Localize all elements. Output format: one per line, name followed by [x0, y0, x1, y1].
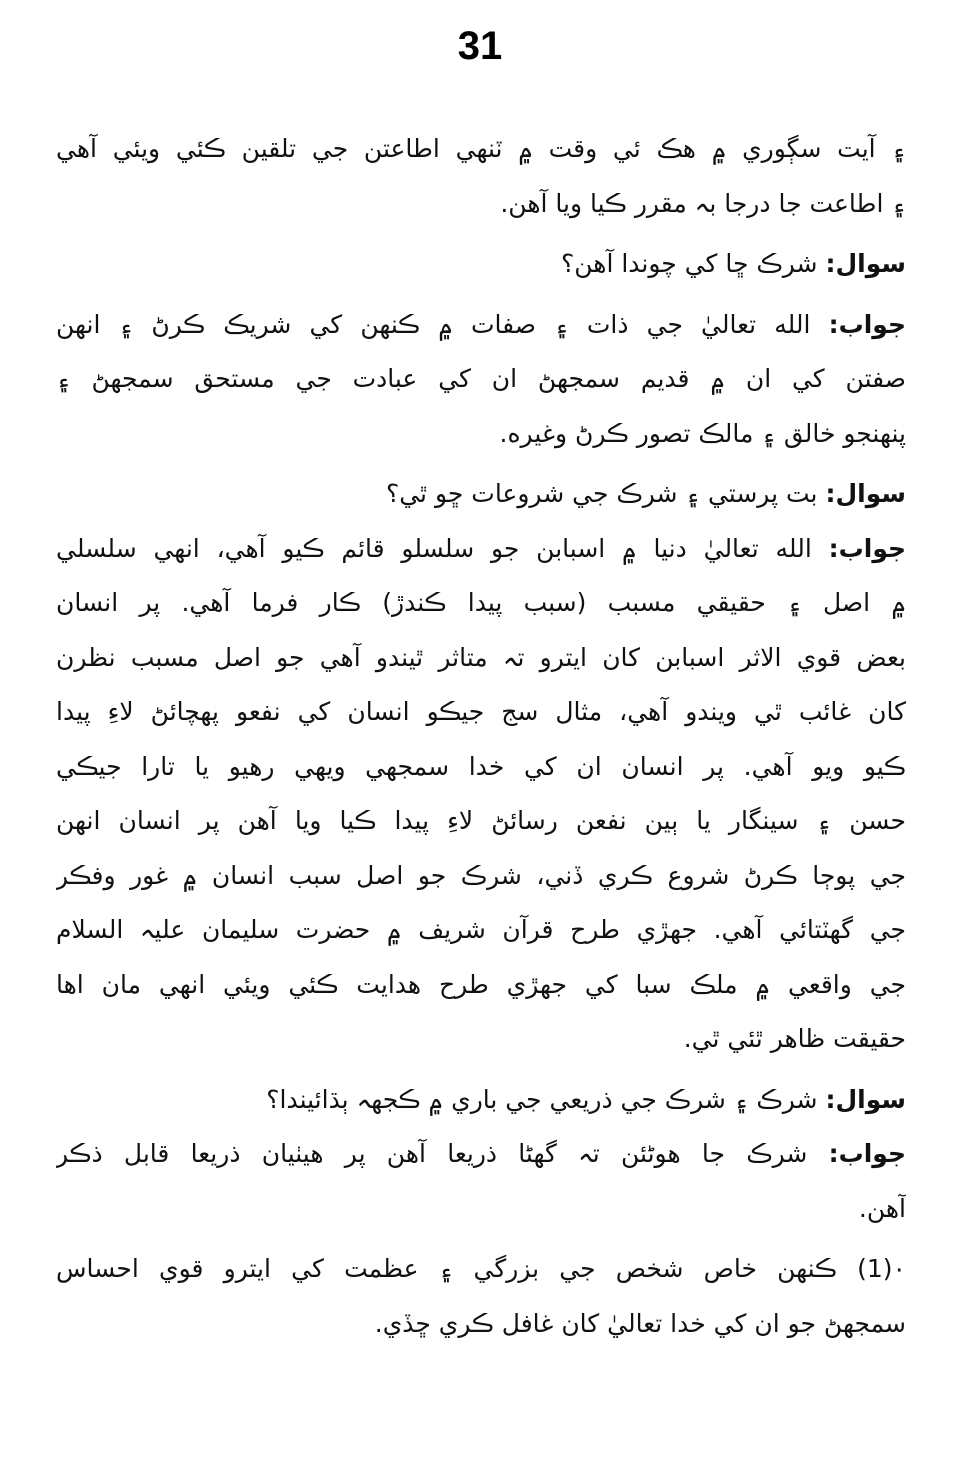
- line-text: آهن.: [858, 1193, 906, 1223]
- body-line: [56, 177, 906, 232]
- line-text: بعض قوي الاثر اسبابن کان ايترو تہ متاثر ٿيندو آهي جو اصل مسبب نظرن: [56, 642, 906, 672]
- body-line: [56, 576, 906, 631]
- page-body: [56, 122, 906, 1351]
- question-line: [56, 237, 906, 292]
- line-text: صفتن کي ان ۾ قديم سمجهڻ ان کي عبادت جي مستحق سمجهڻ ۽: [56, 364, 906, 393]
- body-line: [56, 958, 906, 1013]
- line-text: سمجهڻ جو ان کي خدا تعاليٰ کان غافل ڪري ڇڏي.: [374, 1308, 906, 1338]
- question-text: شرڪ ۽ شرڪ جي ذريعي جي باري ۾ ڪجهہ ٻڌائيندا؟: [266, 1084, 818, 1114]
- list-number: (1): [857, 1254, 893, 1283]
- line-text: حسن ۽ سينگار يا ٻين نفعن رسائڻ لاءِ پيدا ڪيا ويا آهن پر انسان انهن: [56, 806, 906, 835]
- question-label: سوال:: [825, 1084, 906, 1114]
- answer-label: جواب:: [828, 533, 906, 563]
- body-line: [56, 407, 906, 462]
- answer-label: جواب:: [828, 309, 906, 339]
- body-line: [56, 685, 906, 740]
- answer-text: الله تعاليٰ جي ذات ۽ صفات ۾ ڪنهن کي شريڪ ڪرڻ ۽ انهن: [56, 309, 811, 339]
- list-bullet: ٠: [892, 1254, 906, 1283]
- body-line: [56, 1182, 906, 1237]
- question-line: [56, 1073, 906, 1128]
- question-word: شرڪ: [756, 249, 818, 278]
- body-line: [56, 352, 906, 407]
- line-text: جي واقعي ۾ ملڪ سبا کي جهڙي طرح هدايت ڪئي ويئي انهي مان اها: [56, 969, 906, 999]
- line-text: پنهنجو خالق ۽ مالڪ تصور ڪرڻ وغيره.: [499, 418, 906, 448]
- question-text: ڇا کي چوندا آهن؟: [560, 249, 749, 278]
- answer-text: شرڪ جا هوڻئن تہ گهڻا ذريعا آهن پر هيٺيان ذريعا قابل ذڪر: [56, 1139, 808, 1168]
- line-text: ڪيو ويو آهي. پر انسان ان کي خدا سمجهي ويهي رهيو يا تارا جيڪي: [56, 751, 906, 781]
- question-label: سوال:: [825, 249, 906, 278]
- body-line: [56, 1297, 906, 1352]
- answer-label: جواب:: [828, 1139, 906, 1168]
- question-label: سوال:: [825, 479, 906, 508]
- answer-text: الله تعاليٰ دنيا ۾ اسبابن جو سلسلو قائم ڪيو آهي، انهي سلسلي: [56, 533, 812, 563]
- answer-line: [56, 522, 906, 577]
- list-item: [56, 1242, 906, 1297]
- line-text: ۽ آيت سڳوري ۾ هڪ ئي وقت ۾ ٽنهي اطاعتن جي تلقين ڪئي ويئي آهي: [56, 134, 906, 163]
- body-line: [56, 794, 906, 849]
- page-number: 31: [457, 24, 503, 68]
- body-line: [56, 903, 906, 958]
- body-line: [56, 122, 906, 177]
- line-text: کان غائب ٿي ويندو آهي، مثال سج جيڪو انسان کي نفعو پهچائڻ لاءِ پيدا: [56, 697, 906, 726]
- answer-line: [56, 298, 906, 353]
- line-text: حقيقت ظاهر ٿئي ٿي.: [683, 1024, 906, 1053]
- line-text: ڪنهن خاص شخص جي بزرگي ۽ عظمت کي ايترو قوي احساس: [56, 1254, 837, 1283]
- body-line: [56, 740, 906, 795]
- body-line: [56, 849, 906, 904]
- question-text: بت پرستي ۽ شرڪ جي شروعات ڇو ٿي؟: [385, 479, 818, 508]
- line-text: ۽ اطاعت جا درجا بہ مقرر ڪيا ويا آهن.: [500, 188, 906, 218]
- line-text: ۾ اصل ۽ حقيقي مسبب (سبب پيدا ڪندڙ) ڪار فرما آهي. پر انسان: [56, 588, 906, 617]
- body-line: [56, 631, 906, 686]
- question-line: [56, 467, 906, 522]
- line-text: جي پوڄا ڪرڻ شروع ڪري ڏني، شرڪ جو اصل سبب انسان ۾ غور وفڪر: [56, 860, 906, 890]
- answer-line: [56, 1127, 906, 1182]
- line-text: جي گهٽتائي آهي. جهڙي طرح قرآن شريف ۾ حضرت سليمان عليہ السلام: [56, 915, 906, 944]
- body-line: [56, 1012, 906, 1067]
